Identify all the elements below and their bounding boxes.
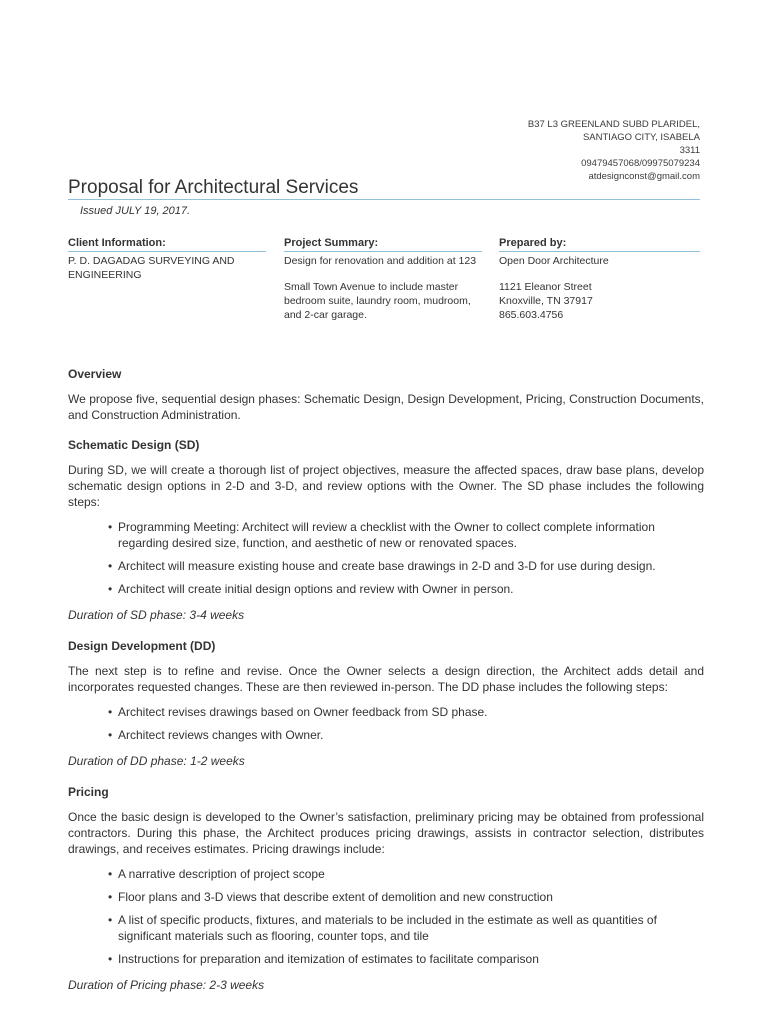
prepared-by-heading: Prepared by: bbox=[499, 236, 700, 252]
sd-heading: Schematic Design (SD) bbox=[68, 438, 200, 452]
client-name: P. D. DAGADAG SURVEYING AND ENGINEERING bbox=[68, 255, 235, 281]
project-summary-column bbox=[284, 236, 482, 322]
pricing-heading: Pricing bbox=[68, 785, 109, 799]
overview-heading: Overview bbox=[68, 367, 122, 381]
firm-street: 1121 Eleanor Street bbox=[499, 281, 592, 293]
sd-duration: Duration of SD phase: 3-4 weeks bbox=[68, 608, 245, 622]
pricing-bullet: • Floor plans and 3-D views that describe extent of demolition and new construction bbox=[108, 889, 704, 905]
overview-text: We propose five, sequential design phases: Schematic Design, Design Development, Pricing, Construction Documents, and Construction Administration. bbox=[68, 392, 704, 422]
issued-date: Issued JULY 19, 2017. bbox=[80, 205, 191, 217]
prepared-by-column bbox=[499, 236, 700, 322]
pricing-text: Once the basic design is developed to the Owner’s satisfaction, preliminary pricing may be obtained from professional contractors. During this phase, the Architect produces pricing drawings, assists in contractor selection, distributes drawings, and receives estimates. Pricing drawings include: bbox=[68, 810, 704, 856]
email-line: atdesignconst@gmail.com bbox=[588, 171, 700, 182]
sender-address bbox=[528, 118, 700, 183]
sd-bullet: • Programming Meeting: Architect will review a checklist with the Owner to collect complete information regarding desired size, function, and aesthetic of new or renovated spaces. bbox=[108, 519, 704, 551]
dd-text: The next step is to refine and revise. Once the Owner selects a design direction, the Architect adds detail and incorporates requested changes. These are then reviewed in-person. The DD phase includes the following steps: bbox=[68, 664, 704, 694]
address-line: 3311 bbox=[679, 145, 700, 156]
project-summary-detail: Small Town Avenue to include master bedroom suite, laundry room, mudroom, and 2-car garage. bbox=[284, 281, 471, 321]
pricing-bullet: • Instructions for preparation and itemization of estimates to facilitate comparison bbox=[108, 951, 704, 967]
sd-bullet: • Architect will create initial design options and review with Owner in person. bbox=[108, 581, 704, 597]
client-info-heading: Client Information: bbox=[68, 236, 266, 252]
project-summary-heading: Project Summary: bbox=[284, 236, 482, 252]
sd-text: During SD, we will create a thorough list of project objectives, measure the affected spaces, draw base plans, develop schematic design options in 2-D and 3-D, and review options with the Owner. The SD phase includes the following steps: bbox=[68, 463, 704, 509]
title-divider bbox=[68, 199, 700, 200]
firm-phone: 865.603.4756 bbox=[499, 309, 564, 321]
dd-duration: Duration of DD phase: 1-2 weeks bbox=[68, 754, 245, 768]
phone-line: 09479457068/09975079234 bbox=[581, 158, 700, 169]
document-title: Proposal for Architectural Services bbox=[68, 177, 359, 198]
firm-name: Open Door Architecture bbox=[499, 255, 609, 267]
dd-heading: Design Development (DD) bbox=[68, 639, 216, 653]
address-line: B37 L3 GREENLAND SUBD PLARIDEL, bbox=[527, 119, 700, 130]
pricing-duration: Duration of Pricing phase: 2-3 weeks bbox=[68, 978, 265, 992]
proposal-body bbox=[68, 366, 704, 1008]
sd-bullet: • Architect will measure existing house and create base drawings in 2-D and 3-D for use during design. bbox=[108, 558, 704, 574]
pricing-bullet: • A narrative description of project scope bbox=[108, 866, 704, 882]
client-info-column bbox=[68, 236, 266, 282]
firm-city: Knoxville, TN 37917 bbox=[499, 295, 593, 307]
pricing-bullet: • A list of specific products, fixtures, and materials to be included in the estimate as well as quantities of significant materials such as flooring, counter tops, and tile bbox=[108, 912, 704, 944]
project-summary-line: Design for renovation and addition at 123 bbox=[284, 255, 477, 267]
address-line: SANTIAGO CITY, ISABELA bbox=[582, 132, 700, 143]
dd-bullet: • Architect reviews changes with Owner. bbox=[108, 727, 704, 743]
dd-bullet: • Architect revises drawings based on Owner feedback from SD phase. bbox=[108, 704, 704, 720]
